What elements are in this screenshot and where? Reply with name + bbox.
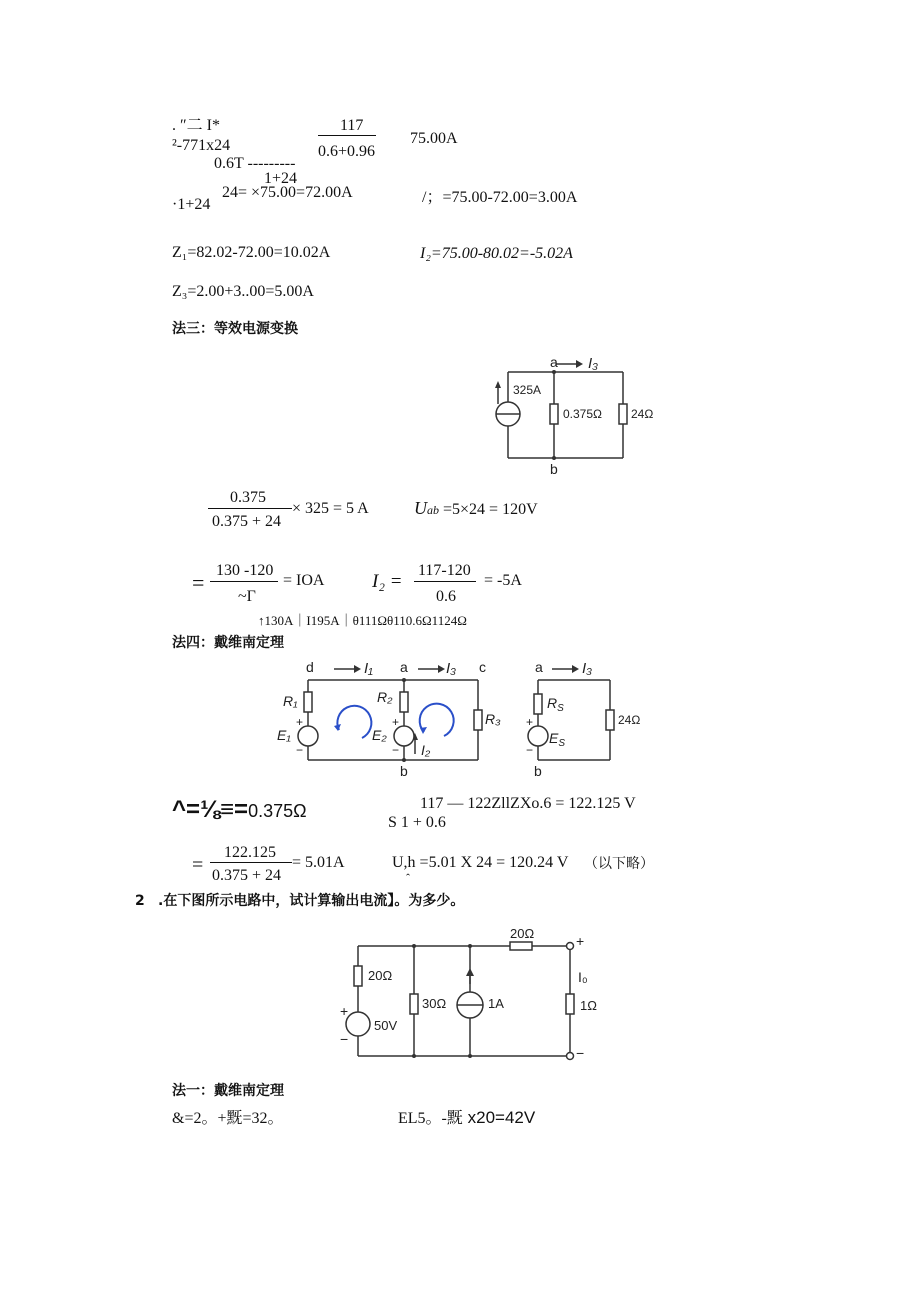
m3-frac-numerator: 0.375 <box>230 489 266 506</box>
method4-heading: 法四：戴维南定理 <box>172 635 284 651</box>
fraction-bar <box>210 862 292 863</box>
node-b-label: b <box>400 763 408 779</box>
resistor-24-icon <box>619 404 627 424</box>
node-a-label: a <box>400 659 408 675</box>
m4-note: （以下略） <box>584 856 654 872</box>
m4-eq-sign: = <box>192 854 204 876</box>
eq-line-5c: /；=75.00-72.00=3.00A <box>422 189 578 206</box>
e1-plus: + <box>296 715 304 729</box>
m1-right-part2: x20=42V <box>462 1108 536 1127</box>
m4-es-line1: 117 — 122ZllZXo.6 = 122.125 V <box>420 795 636 812</box>
eq-line-1a: . ″二 I* <box>172 117 220 134</box>
method1-heading: 法一：戴维南定理 <box>172 1083 284 1099</box>
eq-fraction-denominator: 0.6+0.96 <box>318 143 376 160</box>
es-sub: S <box>558 738 566 749</box>
m3-i2-denominator: 0.6 <box>436 588 456 605</box>
m4-tick: ˆ <box>406 871 410 885</box>
loop1-arrow-icon <box>337 706 371 738</box>
method3-circuit <box>490 350 670 480</box>
eq-line-3a: 0.6T --------- <box>214 155 296 172</box>
m1-right-equation <box>398 1109 535 1127</box>
output-terminal-bottom-icon <box>567 1053 574 1060</box>
svg-text:ES <box>549 730 565 749</box>
r2-label: R₂ <box>377 689 393 705</box>
rs-resistor-icon <box>534 694 542 714</box>
load-label: 24Ω <box>618 713 641 727</box>
problem2-number: 2 <box>135 893 145 909</box>
m4-rs-line <box>172 798 307 822</box>
uab-subscript: ab <box>427 503 439 517</box>
thevenin-circuit <box>510 658 650 778</box>
m1-left-equation: &=2。+黖=32。 <box>172 1110 284 1127</box>
m3-garbled-line: ↑130A｜I195A｜θ111Ωθ110.6Ω1124Ω <box>258 613 467 628</box>
v-label: 50V <box>374 1018 398 1033</box>
resistor-0375-icon <box>550 404 558 424</box>
thev-i3: I₃ <box>582 660 593 677</box>
output-terminal-top-icon <box>567 943 574 950</box>
m3-i1-numerator: 130 -120 <box>216 562 274 579</box>
v-plus: + <box>340 1003 349 1019</box>
m3-i1-result: = IOA <box>283 572 325 589</box>
m3-i2-numerator: 117-120 <box>418 562 471 579</box>
loop2-arrow-icon <box>420 704 454 736</box>
m1-right-part1: EL5。-黖 <box>398 1110 463 1127</box>
es-plus: + <box>526 715 534 729</box>
load-resistor-icon <box>606 710 614 730</box>
m4-i-result: = 5.01A <box>292 854 345 871</box>
r1-resistor-icon <box>304 692 312 712</box>
r1-label: R₁ <box>283 693 298 709</box>
rs-sub: S <box>557 703 564 714</box>
r-mid-label: 30Ω <box>422 996 447 1011</box>
current-i3-label: I₃ <box>446 660 457 677</box>
thev-node-b: b <box>534 763 542 779</box>
node-b-label: b <box>550 461 558 477</box>
m4-uab: U,h =5.01 X 24 = 120.24 V <box>392 854 569 871</box>
i0-label: I₀ <box>578 969 588 985</box>
resistor-20-left-icon <box>354 966 362 986</box>
r3-label: R₃ <box>485 711 501 727</box>
rs-expression: ^=⅛≡= <box>172 796 249 823</box>
m3-eq-sign: = <box>192 570 205 595</box>
eq-fraction-numerator: 117 <box>340 117 364 134</box>
e1-minus: − <box>296 743 304 757</box>
r-24-label: 24Ω <box>631 407 654 421</box>
m4-es-line2: S 1 + 0.6 <box>388 814 446 831</box>
m3-i1-denominator: ~Г <box>238 588 256 605</box>
m3-i2-result: = -5A <box>484 572 522 589</box>
rs-value: 0.375Ω <box>248 801 307 821</box>
svg-text:RS <box>547 695 564 714</box>
out-minus: − <box>576 1045 585 1061</box>
e2-minus: − <box>392 743 400 757</box>
resistor-1-icon <box>566 994 574 1014</box>
thev-node-a: a <box>535 659 543 675</box>
uab-value: =5×24 = 120V <box>439 501 538 518</box>
resistor-30-icon <box>410 994 418 1014</box>
es-label: E <box>549 730 559 746</box>
m3-uab <box>414 499 538 518</box>
r3-resistor-icon <box>474 710 482 730</box>
es-minus: − <box>526 743 534 757</box>
fraction-bar <box>208 508 292 509</box>
problem2-circuit <box>330 924 610 1064</box>
fraction-bar <box>318 135 376 136</box>
method4-circuit <box>270 658 501 779</box>
fraction-bar <box>414 581 476 582</box>
problem2-text: .在下图所示电路中，试计算输出电流】。为多少。 <box>158 893 465 909</box>
e2-plus: + <box>392 715 400 729</box>
r-top-label: 20Ω <box>510 926 535 941</box>
i-source-label: 1A <box>488 996 504 1011</box>
eq-line-5b: 24= ×75.00=72.00A <box>222 184 353 201</box>
current-i3-label: I₃ <box>588 355 599 372</box>
source-arrow-icon <box>495 381 501 388</box>
resistor-20-top-icon <box>510 942 532 950</box>
m4-i-numerator: 122.125 <box>224 844 276 861</box>
r-0375-label: 0.375Ω <box>563 407 602 421</box>
voltage-source-icon <box>346 1012 370 1036</box>
out-plus: + <box>576 933 585 949</box>
eq-result-75: 75.00A <box>410 130 458 147</box>
eq-line-6b: I₂=75.00-80.02=-5.02A <box>420 245 573 262</box>
m3-frac-denominator: 0.375 + 24 <box>212 513 282 530</box>
current-source-arrow-icon <box>466 968 474 976</box>
rs-label: R <box>547 695 558 711</box>
r-left-label: 20Ω <box>368 968 393 983</box>
current-arrow-icon <box>576 360 583 368</box>
eq-line-5a: ·1+24 <box>172 196 211 213</box>
source-label: 325A <box>513 383 542 397</box>
e1-label: E₁ <box>277 727 291 743</box>
eq-line-2a: ²-771x24 <box>172 137 231 154</box>
v-minus: − <box>340 1031 349 1047</box>
eq-line-6a: Z₁=82.02-72.00=10.02A <box>172 244 331 261</box>
node-c-label: c <box>479 659 486 675</box>
node-a-label: a <box>550 354 558 370</box>
method3-heading: 法三：等效电源变换 <box>172 321 298 337</box>
r-out-label: 1Ω <box>580 998 597 1013</box>
uab-symbol: U <box>414 498 427 518</box>
m3-i2-label: I₂ = <box>372 571 403 592</box>
m4-i-denominator: 0.375 + 24 <box>212 867 282 884</box>
r2-resistor-icon <box>400 692 408 712</box>
node-d-label: d <box>306 659 314 675</box>
m3-frac-result: × 325 = 5 A <box>292 500 369 517</box>
current-i2-label: I₂ <box>421 742 431 758</box>
e2-label: E₂ <box>372 727 387 743</box>
eq-line-7a: Z₃=2.00+3..00=5.00A <box>172 283 314 300</box>
fraction-bar <box>210 581 278 582</box>
eq-line-4a: 1+24 <box>264 170 298 187</box>
current-i1-label: I₁ <box>364 660 373 677</box>
